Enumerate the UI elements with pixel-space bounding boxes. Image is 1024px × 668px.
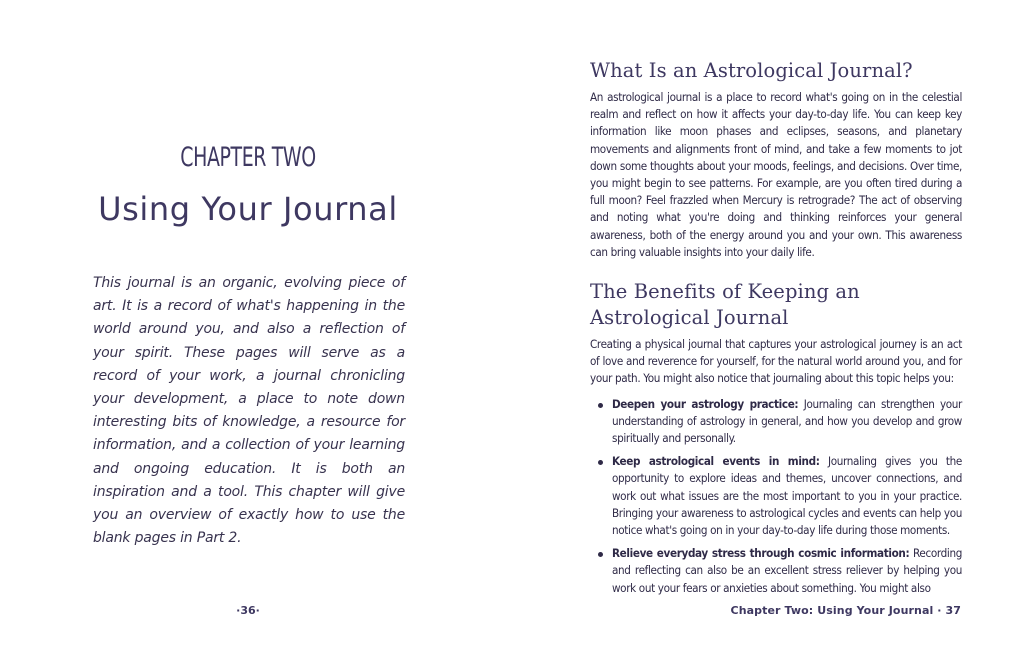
list-item-text: Journaling can strengthen your understanding of astrology in general, and how you develop and grow spiritually and personally. xyxy=(612,396,962,446)
chapter-title: Using Your Journal xyxy=(98,190,398,228)
running-footer: Chapter Two: Using Your Journal · 37 xyxy=(730,604,961,617)
list-item-text: Journaling gives you the opportunity to explore ideas and themes, uncover connections, and work out what issues are the most important to you in your practice. Bringing your awareness to astrological cycles and events can help you notice what's going on in your day-to-day life during those moments. xyxy=(612,454,962,538)
benefits-list xyxy=(590,396,962,597)
list-item-term: Relieve everyday stress through cosmic information: xyxy=(612,546,910,561)
right-page xyxy=(512,0,1024,668)
section-body-what-is: An astrological journal is a place to record what's going on in the celestial realm and reflect on how it affects your day-to-day life. You can keep key information like moon phases and eclipses, seasons, and planetary movements and alignments front of mind, and take a few moments to jot down some thoughts about your moods, feelings, and decisions. Over time, you might begin to see patterns. For example, are you often tired during a full moon? Feel frazzled when Mercury is retrograde? The act of observing and noting what you're doing and thinking reinforces your general awareness, both of the energy around you and your own. This awareness can bring valuable insights into your daily life. xyxy=(590,90,962,259)
chapter-label: CHAPTER TWO xyxy=(180,142,316,173)
section-heading-benefits: The Benefits of Keeping an Astrological Journal xyxy=(590,280,860,330)
bullet-icon xyxy=(598,403,603,408)
list-item-term: Deepen your astrology practice: xyxy=(612,396,799,411)
list-item xyxy=(590,545,962,597)
list-item xyxy=(590,453,962,539)
bullet-icon xyxy=(598,552,603,557)
intro-paragraph: This journal is an organic, evolving piece of art. It is a record of what's happening in the world around you, and also a reflection of your spirit. These pages will serve as a record of your work, a journal chronicling your development, a place to note down interesting bits of knowledge, a resource for information, and a collection of your learning and ongoing education. It is both an inspiration and a tool. This chapter will give you an overview of exactly how to use the blank pages in Part 2. xyxy=(93,275,405,547)
list-item-text: Recording and reflecting can also be an excellent stress reliever by helping you work out your fears or anxieties about something. You might also xyxy=(612,546,962,595)
list-item-term: Keep astrological events in mind: xyxy=(612,454,820,469)
bullet-icon xyxy=(598,460,603,465)
page-number-left: ·36· xyxy=(236,604,260,617)
section-body-benefits: Creating a physical journal that captures your astrological journey is an act of love and reverence for yourself, for the natural world around you, and for your path. You might also notice that journaling about this topic helps you: xyxy=(590,337,962,386)
section-heading-what-is: What Is an Astrological Journal? xyxy=(590,59,913,82)
list-item xyxy=(590,396,962,448)
right-page-content xyxy=(590,58,962,603)
